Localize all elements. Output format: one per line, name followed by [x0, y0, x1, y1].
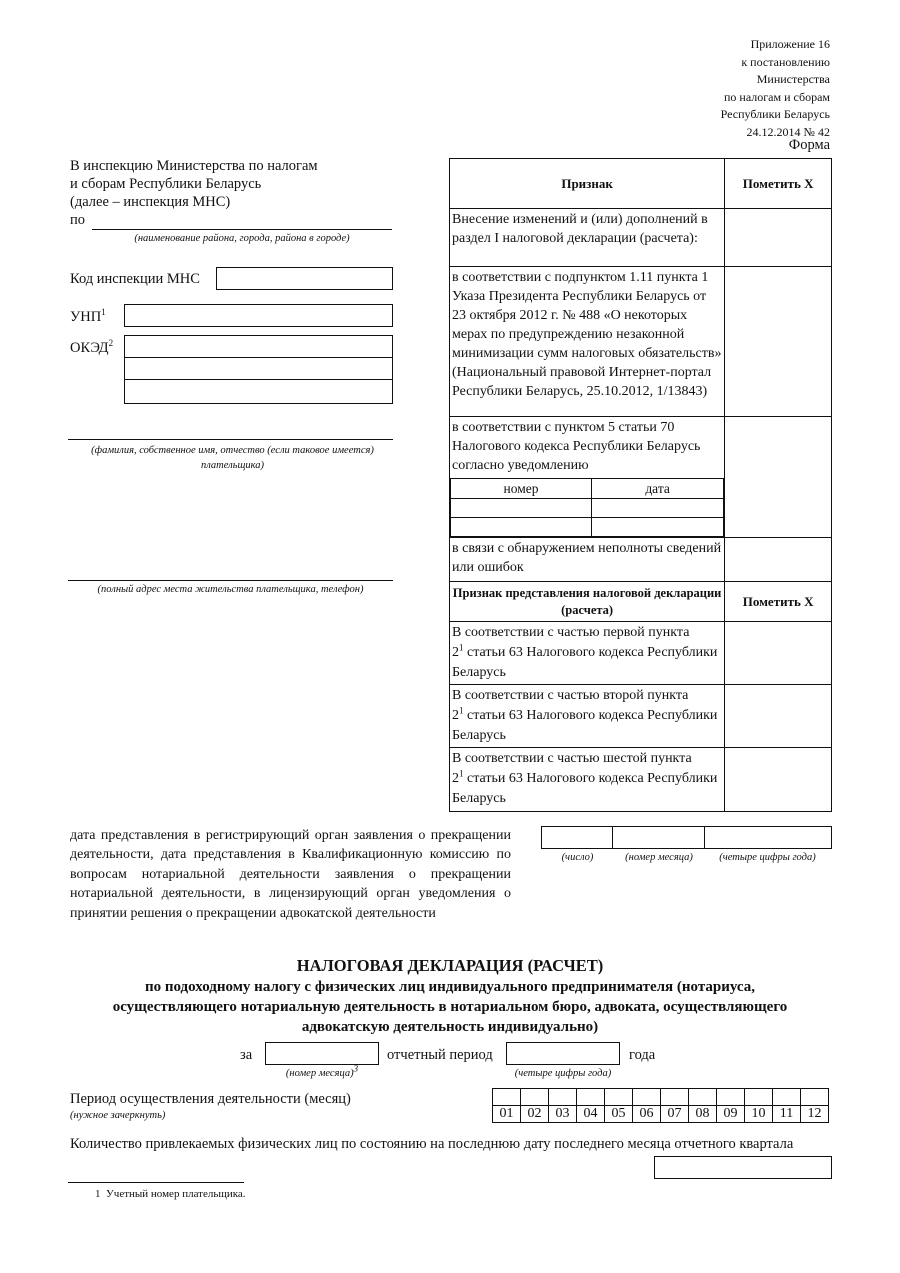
termination-year-field[interactable] [704, 826, 832, 849]
activity-caption: (нужное зачеркнуть) [70, 1110, 166, 1121]
subtitle-line: адвокатскую деятельность индивидуально) [301, 1019, 599, 1035]
oked-field-3[interactable] [124, 379, 393, 404]
amendment-row: Внесение изменений и (или) дополнений в раздел I налоговой декларации (расчета): [450, 209, 725, 267]
period-za-label: за [240, 1047, 253, 1063]
submission-text: 2 [452, 771, 459, 786]
addressee-line: В инспекцию Министерства по налогам [70, 158, 318, 174]
amendment-header-mark: Пометить Х [725, 159, 832, 209]
period-reporting-label: отчетный период [387, 1047, 493, 1063]
month-cell[interactable]: 09 [717, 1106, 745, 1123]
month-cell[interactable]: 08 [689, 1106, 717, 1123]
submission-sup: 1 [459, 768, 464, 779]
appendix-line: Республики Беларусь [720, 107, 830, 121]
mark-cell[interactable] [725, 622, 832, 685]
oked-sup: 2 [108, 338, 114, 349]
month-cell[interactable]: 05 [605, 1106, 633, 1123]
submission-row [450, 748, 725, 812]
employees-field[interactable] [654, 1156, 832, 1179]
amendment-row-notice [450, 417, 725, 538]
submission-sup: 1 [459, 642, 464, 653]
notice-number-field[interactable] [451, 518, 592, 537]
notice-date-field[interactable] [592, 518, 724, 537]
month-cell[interactable]: 06 [633, 1106, 661, 1123]
footnote [95, 1188, 246, 1200]
notice-subtable [450, 478, 724, 537]
unp-text: УНП [70, 309, 102, 325]
mark-cell[interactable] [725, 267, 832, 417]
period-year-field[interactable] [506, 1042, 620, 1065]
mark-cell[interactable] [725, 748, 832, 812]
appendix-line: Приложение 16 [750, 37, 830, 51]
payer-name-caption: (фамилия, собственное имя, отчество (если таковое имеется) плательщика) [91, 445, 374, 471]
appendix-line: Министерства [756, 72, 830, 86]
month-cell[interactable]: 02 [521, 1106, 549, 1123]
submission-text: статьи 63 Налогового кодекса Республики Беларусь [452, 708, 718, 743]
unp-label [70, 309, 106, 326]
appendix-line: по налогам и сборам [723, 89, 830, 104]
notice-date-field[interactable] [592, 499, 724, 518]
po-caption: (наименование района, города, района в городе) [134, 233, 350, 244]
period-month-caption-sup: 3 [353, 1063, 359, 1074]
payer-address-caption: (полный адрес места жительства плательщика, телефон) [97, 584, 364, 595]
month-cell[interactable]: 11 [773, 1106, 801, 1123]
submission-text: 2 [452, 645, 459, 660]
appendix-note [721, 36, 830, 141]
month-cell[interactable]: 10 [745, 1106, 773, 1123]
notice-date-header: дата [592, 479, 724, 499]
mark-cell[interactable] [725, 538, 832, 582]
submission-text: статьи 63 Налогового кодекса Республики Беларусь [452, 645, 718, 680]
inspection-code-label: Код инспекции МНС [70, 271, 200, 287]
amendment-table [449, 158, 832, 582]
period-month-caption [265, 1063, 379, 1079]
footnote-separator [68, 1182, 244, 1183]
mark-cell[interactable] [725, 417, 832, 538]
submission-text: В соответствии с частью шестой пункта [452, 751, 692, 766]
termination-day-caption: (число) [561, 852, 594, 863]
addressee [70, 157, 318, 211]
termination-month-field[interactable] [612, 826, 706, 849]
addressee-line: и сборам Республики Беларусь [70, 176, 262, 192]
amendment-row: в соответствии с подпунктом 1.11 пункта 1 Указа Президента Республики Беларусь от 23 октября 2012 г. № 488 «О некоторых мерах по предупреждению незаконной минимизации сумм налоговых обязательств» (Национальный правовой Интернет-портал Республики Беларусь, 25.10.2012, 1/13843) [450, 267, 725, 417]
addressee-line: (далее – инспекция МНС) [70, 194, 231, 210]
period-month-field[interactable] [265, 1042, 379, 1065]
appendix-line: 24.12.2014 № 42 [746, 124, 830, 139]
activity-label: Период осуществления деятельности (месяц) [70, 1091, 351, 1107]
submission-sup: 1 [459, 705, 464, 716]
appendix-line: к постановлению [741, 54, 830, 69]
payer-address-field[interactable] [68, 580, 393, 581]
mark-cell[interactable] [725, 685, 832, 748]
footnote-text: Учетный номер плательщика. [106, 1188, 246, 1200]
month-cell[interactable]: 07 [661, 1106, 689, 1123]
subtitle-line: по подоходному налогу с физических лиц индивидуального предпринимателя (нотариуса, [144, 979, 756, 995]
submission-header-mark: Пометить Х [725, 582, 832, 622]
submission-text: 2 [452, 708, 459, 723]
declaration-subtitle [40, 977, 860, 1037]
submission-text: В соответствии с частью первой пункта [452, 625, 690, 640]
month-cell[interactable]: 03 [549, 1106, 577, 1123]
submission-text: В соответствии с частью второй пункта [452, 688, 689, 703]
termination-day-field[interactable] [541, 826, 614, 849]
declaration-title: НАЛОГОВАЯ ДЕКЛАРАЦИЯ (РАСЧЕТ) [296, 956, 604, 975]
oked-field-1[interactable] [124, 335, 393, 359]
unp-field[interactable] [124, 304, 393, 327]
submission-header-sign: Признак представления налоговой декларации (расчета) [450, 582, 725, 622]
amendment-header-sign: Признак [450, 159, 725, 209]
notice-text: в соответствии с пунктом 5 статьи 70 Налогового кодекса Республики Беларусь согласно уведомлению [452, 420, 701, 473]
po-field[interactable] [92, 229, 392, 230]
period-year-label: года [629, 1047, 656, 1063]
form-label: Форма [788, 137, 830, 153]
activity-months [492, 1088, 829, 1123]
month-cell[interactable]: 04 [577, 1106, 605, 1123]
notice-number-header: номер [451, 479, 592, 499]
termination-month-caption: (номер месяца) [625, 852, 693, 863]
submission-row [450, 622, 725, 685]
unp-sup: 1 [101, 307, 106, 318]
termination-text: дата представления в регистрирующий орган заявления о прекращении деятельности, дата представления в Квалификационную комиссию по вопросам нотариальной деятельности заявления о прекращении нотариальной деятельности, в лицензирующий орган уведомления о принятии решения о прекращении адвокатской деятельности [70, 828, 511, 921]
period-year-caption: (четыре цифры года) [514, 1068, 612, 1079]
po-label: по [70, 212, 86, 228]
oked-field-2[interactable] [124, 357, 393, 381]
mark-cell[interactable] [725, 209, 832, 267]
amendment-row: в связи с обнаружением неполноты сведений или ошибок [450, 538, 725, 582]
footnote-number: 1 [95, 1188, 101, 1200]
termination-year-caption: (четыре цифры года) [719, 852, 816, 863]
subtitle-line: осуществляющего нотариальную деятельность в нотариальном бюро, адвоката, осуществляющего [112, 999, 788, 1015]
payer-name-field[interactable] [68, 439, 393, 440]
period-month-caption-text: (номер месяца) [285, 1068, 354, 1079]
month-cell[interactable]: 01 [493, 1106, 521, 1123]
month-cell[interactable]: 12 [801, 1106, 829, 1123]
submission-row [450, 685, 725, 748]
employees-label: Количество привлекаемых физических лиц по состоянию на последнюю дату последнего месяца отчетного квартала [70, 1136, 794, 1152]
submission-table [449, 581, 832, 812]
submission-text: статьи 63 Налогового кодекса Республики Беларусь [452, 771, 718, 806]
oked-label [70, 340, 113, 357]
oked-text: ОКЭД [70, 340, 109, 356]
inspection-code-field[interactable] [216, 267, 393, 290]
notice-number-field[interactable] [451, 499, 592, 518]
